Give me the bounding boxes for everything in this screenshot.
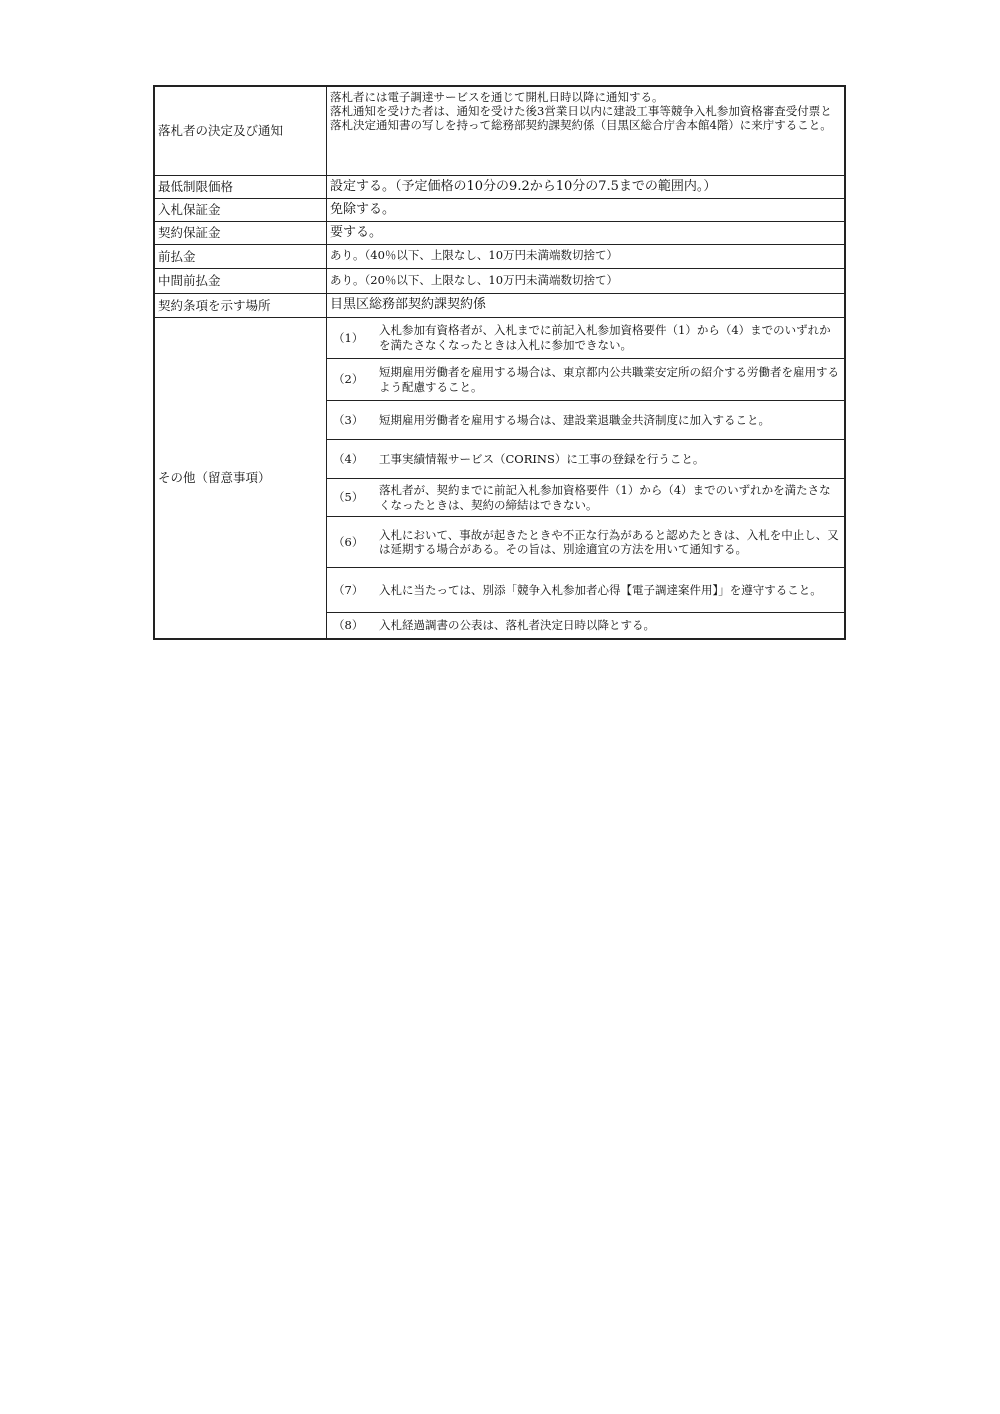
note-number: （4） — [327, 440, 379, 479]
award-notice-line-1: 落札者には電子調達サービスを通じて開札日時以降に通知する。 — [330, 90, 664, 104]
value-contract-deposit: 要する。 — [327, 221, 846, 244]
row-advance-payment — [154, 244, 845, 268]
row-other-notes — [154, 317, 845, 639]
note-number: （1） — [327, 318, 379, 359]
label-bid-deposit: 入札保証金 — [154, 198, 327, 221]
bid-conditions-table — [153, 85, 846, 640]
row-award-notice — [154, 86, 845, 175]
note-text: 入札参加有資格者が、入札までに前記入札参加資格要件（1）から（4）までのいずれかを満たさなくなったときは入札に参加できない。 — [379, 318, 844, 359]
label-contract-place: 契約条項を示す場所 — [154, 293, 327, 317]
value-interim-payment: あり。（20％以下、上限なし、10万円未満端数切捨て） — [327, 268, 846, 293]
note-number: （3） — [327, 401, 379, 440]
row-contract-deposit — [154, 221, 845, 244]
value-contract-place: 目黒区総務部契約課契約係 — [327, 293, 846, 317]
label-other-notes: その他（留意事項） — [154, 317, 327, 639]
value-bid-deposit: 免除する。 — [327, 198, 846, 221]
label-minimum-price: 最低制限価格 — [154, 175, 327, 198]
note-item — [327, 318, 844, 359]
row-contract-place — [154, 293, 845, 317]
value-advance-payment: あり。（40％以下、上限なし、10万円未満端数切捨て） — [327, 244, 846, 268]
note-item — [327, 479, 844, 517]
note-item — [327, 613, 844, 638]
note-item — [327, 440, 844, 479]
note-text: 入札において、事故が起きたときや不正な行為があると認めたときは、入札を中止し、又は延期する場合がある。その旨は、別途適宜の方法を用いて通知する。 — [379, 517, 844, 568]
value-other-notes — [327, 317, 846, 639]
note-number: （7） — [327, 568, 379, 613]
note-number: （8） — [333, 618, 364, 633]
row-minimum-price — [154, 175, 845, 198]
value-minimum-price: 設定する。（予定価格の10分の9.2から10分の7.5までの範囲内。） — [327, 175, 846, 198]
note-text: 入札に当たっては、別添「競争入札参加者心得【電子調達案件用】」を遵守すること。 — [379, 568, 844, 613]
note-item — [327, 517, 844, 568]
label-award-notice: 落札者の決定及び通知 — [154, 86, 327, 175]
value-award-notice — [327, 86, 846, 175]
row-interim-payment — [154, 268, 845, 293]
note-text: 落札者が、契約までに前記入札参加資格要件（1）から（4）までのいずれかを満たさなくなったときは、契約の締結はできない。 — [379, 479, 844, 517]
notes-list — [327, 318, 844, 638]
note-text: 入札経過調書の公表は、落札者決定日時以降とする。 — [379, 618, 655, 633]
note-number: （2） — [327, 359, 379, 401]
note-item — [327, 401, 844, 440]
note-number: （6） — [327, 517, 379, 568]
note-text: 工事実績情報サービス（CORINS）に工事の登録を行うこと。 — [379, 440, 844, 479]
note-item — [327, 359, 844, 401]
label-interim-payment: 中間前払金 — [154, 268, 327, 293]
note-item — [327, 568, 844, 613]
label-advance-payment: 前払金 — [154, 244, 327, 268]
note-text: 短期雇用労働者を雇用する場合は、東京都内公共職業安定所の紹介する労働者を雇用するよう配慮すること。 — [379, 359, 844, 401]
award-notice-line-2: 落札通知を受けた者は、通知を受けた後3営業日以内に建設工事等競争入札参加資格審査受付票と落札決定通知書の写しを持って総務部契約課契約係（目黒区総合庁舎本館4階）に来庁すること。 — [330, 104, 832, 133]
note-text: 短期雇用労働者を雇用する場合は、建設業退職金共済制度に加入すること。 — [379, 401, 844, 440]
label-contract-deposit: 契約保証金 — [154, 221, 327, 244]
note-number: （5） — [327, 479, 379, 517]
row-bid-deposit — [154, 198, 845, 221]
